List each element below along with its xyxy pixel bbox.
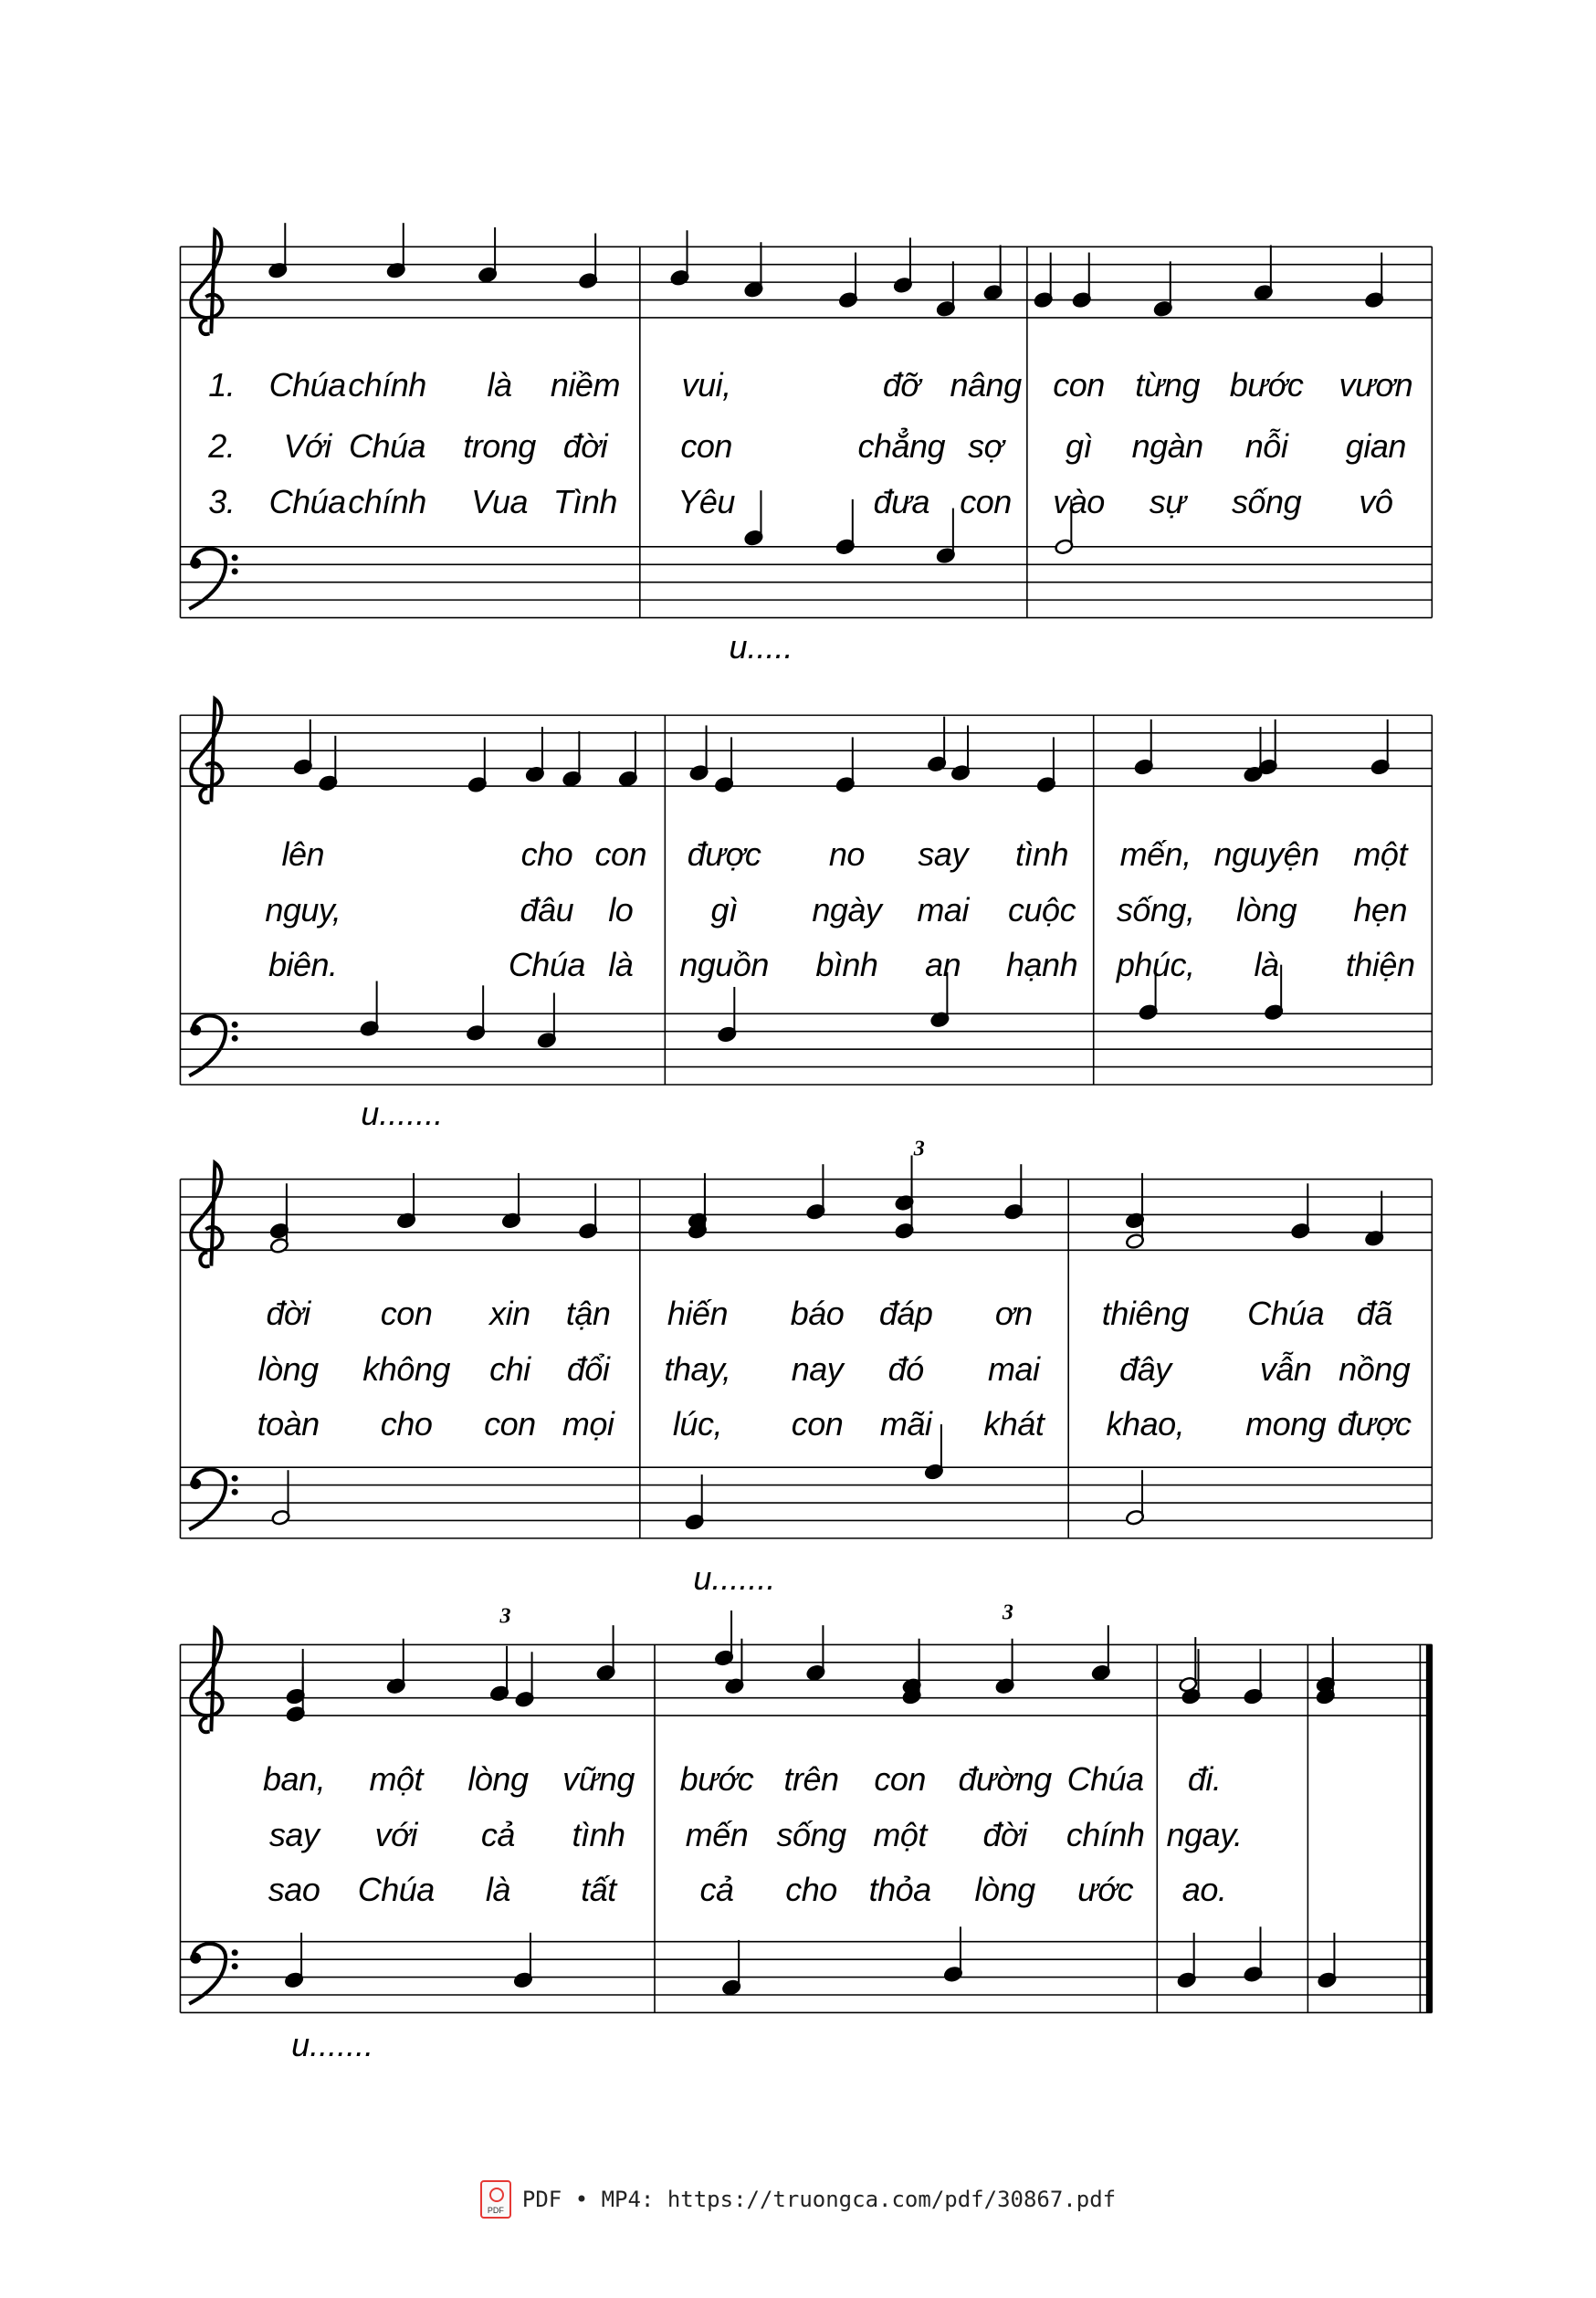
lyric-word: mãi [879, 1405, 932, 1443]
lyric-word: Chúa [508, 945, 585, 983]
lyric-word: mến [685, 1816, 749, 1854]
lyric-word: lên [281, 834, 325, 873]
lyric-word: đường [958, 1759, 1052, 1798]
lyric-word: Chúa [268, 366, 346, 404]
lyric-word: là [1254, 945, 1279, 983]
lyric-word: con [380, 1294, 433, 1332]
lyric-word: Chúa [349, 426, 426, 465]
bass-clef-icon-dot [190, 558, 201, 569]
lyric-word: con [791, 1405, 844, 1443]
bass-clef-icon-dot [190, 1478, 201, 1489]
lyric-word: thỏa [868, 1871, 931, 1909]
bass-clef-icon-dot [190, 1953, 201, 1964]
lyric-word: là [485, 1871, 510, 1909]
bass-clef-icon-dot [232, 554, 238, 561]
bass-clef-icon-dot [232, 1489, 238, 1495]
lyric-word: khát [983, 1405, 1045, 1443]
lyric-word: vững [562, 1759, 635, 1798]
lyric-word: đó [887, 1350, 924, 1389]
lyric-word: no [828, 834, 865, 873]
bass-clef-icon-dot [232, 568, 238, 574]
humming-text: u....... [693, 1558, 776, 1597]
lyric-word: bước [679, 1759, 754, 1798]
lyric-word: con [484, 1405, 536, 1443]
lyric-word: mong [1245, 1405, 1327, 1443]
lyric-word: nguy, [265, 891, 341, 929]
lyric-word: hiến [667, 1294, 728, 1332]
pdf-file-icon[interactable]: PDF [480, 2180, 511, 2219]
lyric-word: con [680, 426, 732, 465]
lyric-word: con [960, 483, 1012, 521]
lyric-word: sống [776, 1816, 846, 1854]
lyric-word: biên. [268, 945, 338, 983]
lyric-word: một [873, 1816, 927, 1854]
lyric-word: đây [1119, 1350, 1171, 1389]
lyric-word: ngàn [1131, 426, 1203, 465]
triplet-mark: 3 [913, 1137, 925, 1161]
lyric-word: Vua [471, 483, 528, 521]
triplet-mark: 3 [1002, 1600, 1013, 1625]
lyric-word: ngay. [1166, 1816, 1243, 1854]
lyric-word: Yêu [677, 483, 735, 521]
lyric-word: phúc, [1116, 945, 1195, 983]
lyric-word: được [1337, 1405, 1412, 1443]
lyric-word: lòng [467, 1759, 529, 1798]
footer-link[interactable]: PDF • MP4: https://truongca.com/pdf/30867.pdf [521, 2187, 1117, 2212]
lyric-word: cho [380, 1405, 433, 1443]
lyric-word: cả [480, 1816, 515, 1854]
lyric-word: đáp [878, 1294, 933, 1332]
lyric-word: một [1353, 834, 1407, 873]
lyric-word: Với [283, 426, 331, 465]
lyric-word: toàn [257, 1405, 320, 1443]
lyric-word: Chúa [1066, 1759, 1144, 1798]
lyric-word: cho [520, 834, 573, 873]
lyric-word: là [487, 366, 512, 404]
lyric-word: chẳng [857, 426, 946, 465]
lyric-word: khao, [1106, 1405, 1185, 1443]
lyric-word: con [874, 1759, 926, 1798]
lyric-word: lúc, [672, 1405, 722, 1443]
lyric-word: thiêng [1101, 1294, 1189, 1332]
bass-clef-icon-dot [232, 1022, 238, 1028]
lyric-word: sống [1232, 483, 1302, 521]
lyric-word: báo [790, 1294, 845, 1332]
lyric-word: bình [815, 945, 878, 983]
lyric-word: nâng [950, 366, 1022, 404]
lyric-word: lo [608, 891, 634, 929]
lyric-word: thay, [664, 1350, 731, 1389]
final-barline [1426, 1644, 1433, 2012]
lyric-word: 2. [208, 426, 236, 465]
lyric-word: Chúa [1247, 1294, 1325, 1332]
lyric-word: nỗi [1244, 426, 1288, 465]
lyric-word: đời [562, 426, 608, 465]
lyric-word: thiện [1345, 945, 1415, 983]
lyric-word: mai [917, 891, 969, 929]
lyric-word: sao [268, 1871, 320, 1909]
lyric-word: nay [791, 1350, 844, 1389]
lyric-word: chính [1066, 1816, 1145, 1854]
lyric-word: sự [1149, 483, 1186, 521]
lyric-word: trên [783, 1759, 839, 1798]
lyric-word: nguyện [1213, 834, 1319, 873]
lyric-word: an [925, 945, 961, 983]
lyric-word: đời [266, 1294, 310, 1332]
lyric-word: con [1053, 366, 1105, 404]
lyric-word: chi [489, 1350, 530, 1389]
lyric-word: sợ [968, 426, 1003, 465]
lyric-word: mọi [562, 1405, 614, 1443]
lyric-word: 1. [208, 366, 236, 404]
lyric-word: 3. [208, 483, 236, 521]
lyric-word: vô [1359, 483, 1393, 521]
lyric-word: Tình [552, 483, 617, 521]
lyric-word: xin [489, 1294, 530, 1332]
humming-text: u....... [361, 1095, 444, 1133]
lyric-word: đỡ [882, 366, 920, 404]
lyric-word: cuộc [1008, 891, 1076, 929]
bass-clef-icon-dot [232, 1475, 238, 1482]
lyric-word: ban, [263, 1759, 326, 1798]
lyric-word: lòng [1236, 891, 1297, 929]
lyric-word: con [594, 834, 647, 873]
lyric-word: đổi [566, 1350, 610, 1389]
lyric-word: nguồn [679, 945, 769, 983]
lyric-word: tình [1015, 834, 1069, 873]
lyric-word: vào [1053, 483, 1105, 521]
lyric-word: say [918, 834, 968, 873]
bass-clef-icon-dot [232, 1949, 238, 1956]
lyric-word: vươn [1339, 366, 1413, 404]
lyric-word: sống, [1116, 891, 1195, 929]
lyric-word: lòng [257, 1350, 319, 1389]
lyric-word: mến, [1119, 834, 1192, 873]
lyric-word: hẹn [1353, 891, 1407, 929]
lyric-word: tận [565, 1294, 611, 1332]
lyric-word: gì [710, 891, 738, 929]
lyric-word: đã [1356, 1294, 1392, 1332]
lyric-word: lòng [974, 1871, 1035, 1909]
lyric-word: với [374, 1816, 417, 1854]
bass-clef-icon-dot [232, 1963, 238, 1969]
lyric-word: tất [581, 1871, 616, 1909]
lyric-word: đưa [873, 483, 929, 521]
lyric-word: bước [1229, 366, 1304, 404]
footer [0, 2180, 1596, 2219]
lyric-word: không [362, 1350, 450, 1389]
lyric-word: say [268, 1816, 320, 1854]
lyric-word: vui, [681, 366, 731, 404]
lyric-word: một [369, 1759, 424, 1798]
lyric-word: đi. [1187, 1759, 1222, 1798]
lyric-word: Chúa [268, 483, 346, 521]
lyric-word: được [687, 834, 761, 873]
lyric-word: gì [1066, 426, 1093, 465]
humming-text: u..... [729, 627, 793, 666]
lyric-word: ước [1077, 1871, 1134, 1909]
lyric-word: nồng [1339, 1350, 1411, 1389]
lyric-word: niềm [550, 366, 620, 404]
lyric-word: từng [1135, 366, 1201, 404]
lyric-word: Chúa [357, 1871, 435, 1909]
lyric-word: tình [572, 1816, 625, 1854]
lyric-word: vẫn [1259, 1350, 1312, 1389]
lyric-word: đâu [520, 891, 574, 929]
triplet-mark: 3 [499, 1604, 511, 1629]
lyric-word: cho [785, 1871, 837, 1909]
bass-clef-icon-dot [232, 1035, 238, 1042]
lyric-word: cả [699, 1871, 734, 1909]
lyric-word: ngày [812, 891, 882, 929]
lyric-word: chính [348, 483, 426, 521]
humming-text: u....... [291, 2026, 374, 2064]
lyric-word: hạnh [1006, 945, 1078, 983]
lyric-word: ao. [1181, 1871, 1227, 1909]
lyric-word: trong [463, 426, 536, 465]
lyric-word: gian [1345, 426, 1406, 465]
lyric-word: chính [348, 366, 426, 404]
lyric-word: mai [988, 1350, 1040, 1389]
bass-clef-icon-dot [190, 1024, 201, 1035]
lyric-word: đời [982, 1816, 1027, 1854]
lyric-word: là [608, 945, 634, 983]
lyric-word: ơn [994, 1294, 1033, 1332]
